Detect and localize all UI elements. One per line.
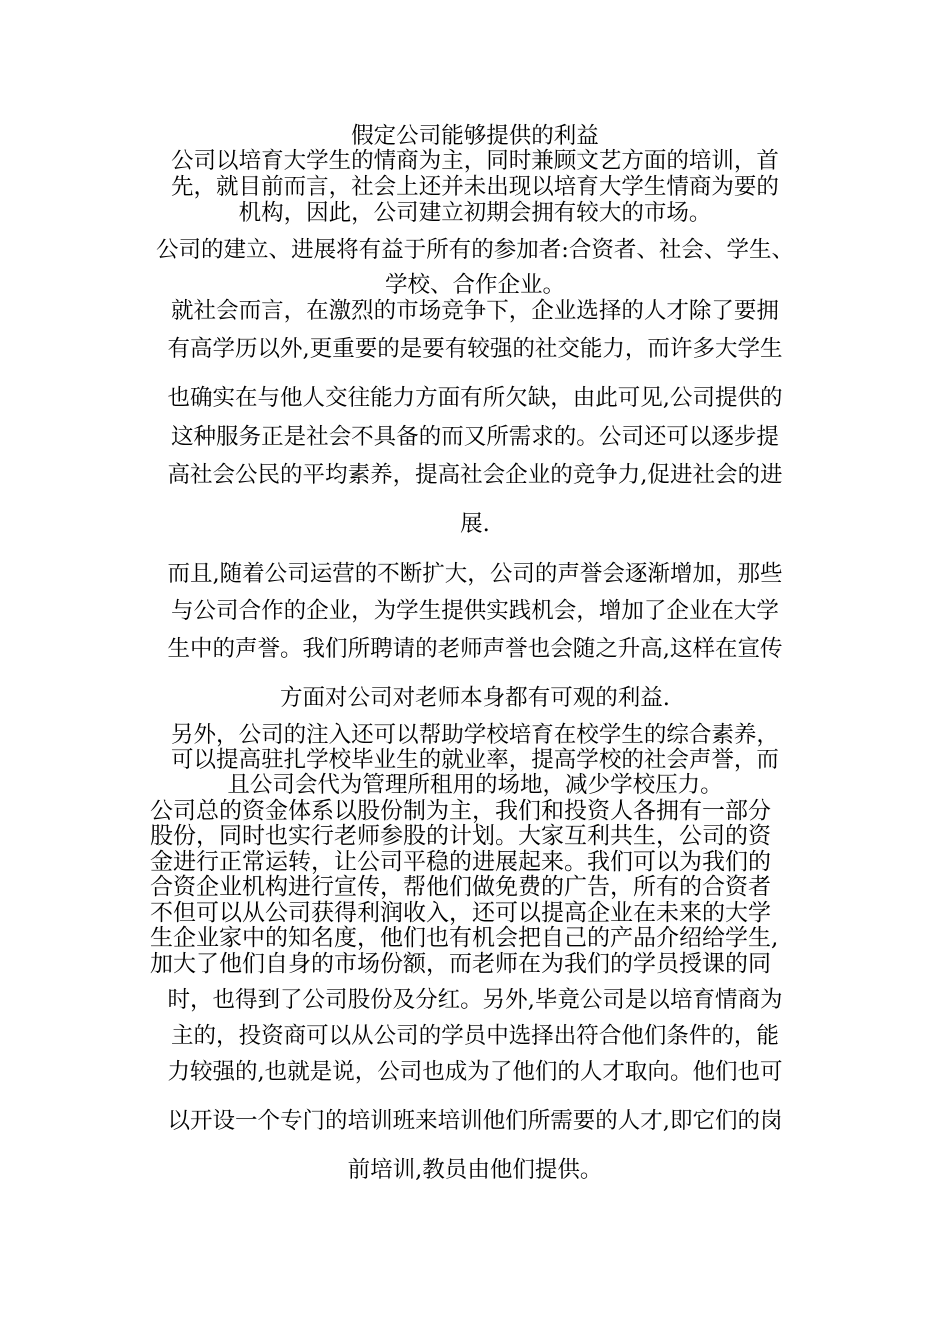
text-line: 这种服务正是社会不具备的而又所需求的。公司还可以逐步提: [171, 424, 779, 450]
text-line: 有高学历以外,更重要的是要有较强的社交能力，而许多大学生: [167, 336, 783, 362]
text-line: 公司以培育大学生的情商为主，同时兼顾文艺方面的培训，首: [171, 148, 779, 174]
text-line: 合资企业机构进行宣传，帮他们做免费的广告，所有的合资者: [150, 874, 771, 900]
text-line: 不但可以从公司获得利润收入，还可以提高企业在未来的大学: [150, 900, 771, 926]
text-line: 机构，因此，公司建立初期会拥有较大的市场。: [238, 200, 712, 226]
text-line: 就社会而言，在激烈的市场竞争下，企业选择的人才除了要拥: [171, 298, 779, 324]
text-line: 先，就目前而言，社会上还并未出现以培育大学生情商为要的: [171, 174, 779, 200]
text-line: 与公司合作的企业，为学生提供实践机会，增加了企业在大学: [171, 598, 779, 624]
text-line: 以开设一个专门的培训班来培训他们所需要的人才,即它们的岗: [167, 1108, 783, 1134]
document-title: 假定公司能够提供的利益: [351, 123, 599, 149]
text-line: 力较强的,也就是说，公司也成为了他们的人才取向。他们也可: [167, 1059, 783, 1085]
text-line: 加大了他们自身的市场份额，而老师在为我们的学员授课的同: [150, 951, 771, 977]
text-line: 也确实在与他人交往能力方面有所欠缺，由此可见,公司提供的: [167, 385, 783, 411]
text-line: 公司的建立、进展将有益于所有的参加者:合资者、社会、学生、: [155, 237, 795, 263]
text-line: 生中的声誉。我们所聘请的老师声誉也会随之升高,这样在宣传: [167, 636, 783, 662]
text-line: 时，也得到了公司股份及分红。另外,毕竟公司是以培育情商为: [167, 987, 783, 1013]
text-line: 主的，投资商可以从公司的学员中选择出符合他们条件的，能: [171, 1023, 779, 1049]
text-line: 可以提高驻扎学校毕业生的就业率，提高学校的社会声誉，而: [171, 747, 779, 773]
text-line: 公司总的资金体系以股份制为主，我们和投资人各拥有一部分: [150, 798, 771, 824]
text-line: 学校、合作企业。: [384, 272, 566, 298]
text-line: 股份，同时也实行老师参股的计划。大家互利共生，公司的资: [150, 823, 771, 849]
text-line: 另外，公司的注入还可以帮助学校培育在校学生的综合素养，: [171, 722, 779, 748]
text-line: 且公司会代为管理所租用的场地，减少学校压力。: [227, 772, 723, 798]
text-line: 展.: [460, 511, 490, 537]
text-line: 高社会公民的平均素养，提高社会企业的竞争力,促进社会的进: [167, 462, 783, 488]
text-line: 方面对公司对老师本身都有可观的利益.: [280, 685, 670, 711]
text-line: 生企业家中的知名度，他们也有机会把自己的产品介绍给学生,: [150, 925, 779, 951]
text-line: 前培训,教员由他们提供。: [347, 1157, 603, 1183]
text-line: 而且,随着公司运营的不断扩大，公司的声誉会逐渐增加，那些: [167, 561, 783, 587]
text-line: 金进行正常运转，让公司平稳的进展起来。我们可以为我们的: [150, 849, 771, 875]
